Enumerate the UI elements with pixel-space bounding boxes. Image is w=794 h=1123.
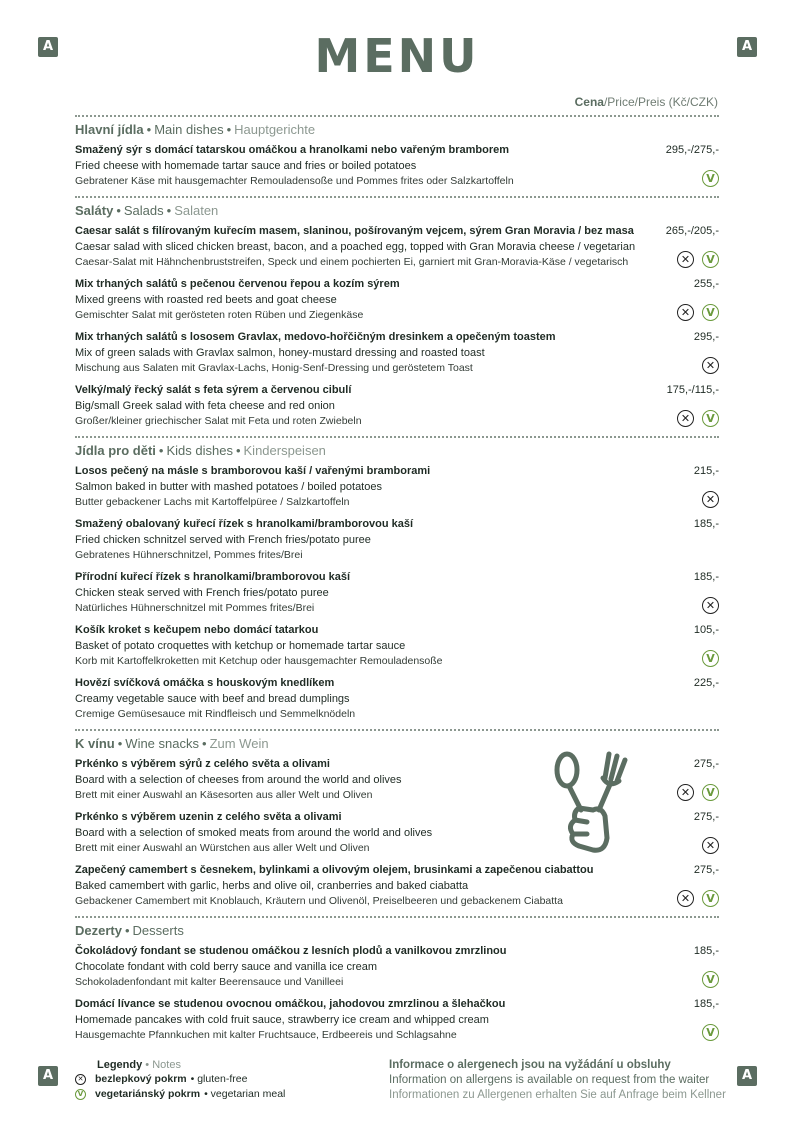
- dish-english: Baked camembert with garlic, herbs and olive oil, cranberries and baked ciabatta: [75, 880, 469, 892]
- x-circle-icon: ✕: [702, 491, 719, 508]
- menu-item: [75, 675, 719, 722]
- dish-english: Basket of potato croquettes with ketchup or homemade tartar sauce: [75, 640, 406, 652]
- section-title-en: Salads: [123, 203, 164, 218]
- dish-price: 275,-: [693, 758, 719, 770]
- dish-english: Chicken steak served with French fries/potato puree: [75, 587, 329, 599]
- v-circle-icon: V: [702, 1024, 719, 1041]
- dish-name: Mix trhaných salátů s lososem Gravlax, medovo-hořčičným dresinkem a opečeným toastem: [75, 331, 556, 343]
- v-circle-icon: V: [702, 170, 719, 187]
- dish-german: Butter gebackener Lachs mit Kartoffelpüree / Salzkartoffeln: [75, 496, 350, 508]
- logo-icon: A: [38, 1066, 58, 1086]
- dish-badges: [677, 304, 719, 321]
- menu-item: [75, 516, 719, 563]
- v-circle-icon: V: [702, 251, 719, 268]
- section-title-cz: Jídla pro děti: [75, 443, 156, 458]
- dish-english: Homemade pancakes with cold fruit sauce, strawberry ice cream and whipped cream: [75, 1014, 489, 1026]
- dish-german: Gebratener Käse mit hausgemachter Remouladensoße und Pommes frites oder Salzkartoffeln: [75, 175, 514, 187]
- x-circle-icon: ✕: [677, 890, 694, 907]
- dish-price: 175,-/115,-: [666, 384, 719, 396]
- dish-english: Fried cheese with homemade tartar sauce and fries or boiled potatoes: [75, 160, 417, 172]
- allergen-info-en: Information on allergens is available on request from the waiter: [389, 1074, 710, 1086]
- section-heading: Saláty • Salads • Salaten: [75, 203, 219, 218]
- section-heading: K vínu • Wine snacks • Zum Wein: [75, 736, 269, 751]
- dish-german: Natürliches Hühnerschnitzel mit Pommes frites/Brei: [75, 602, 315, 614]
- legend-gluten-free: ✕ bezlepkový pokrm • gluten-free: [75, 1072, 385, 1087]
- dish-badges: [677, 784, 719, 801]
- dish-price: 295,-/275,-: [665, 144, 719, 156]
- price-header-de: Preis (Kč/CZK): [637, 95, 718, 109]
- dish-english: Caesar salad with sliced chicken breast, bacon, and a poached egg, topped with Gran Moravia cheese / vegetarian: [75, 241, 636, 253]
- x-circle-icon: ✕: [677, 784, 694, 801]
- v-circle-icon: V: [75, 1089, 86, 1100]
- section-title-en: Wine snacks: [125, 736, 199, 751]
- dish-german: Gebackener Camembert mit Knoblauch, Kräutern und Olivenöl, Preiselbeeren und gebackenem Ciabatta: [75, 895, 563, 907]
- x-circle-icon: ✕: [677, 304, 694, 321]
- dish-german: Großer/kleiner griechischer Salat mit Feta und roten Zwiebeln: [75, 415, 362, 427]
- dish-price: 105,-: [693, 624, 719, 636]
- dish-name: Přírodní kuřecí řízek s hranolkami/bramborovou kaší: [75, 571, 351, 583]
- dish-german: Hausgemachte Pfannkuchen mit kalter Fruchtsauce, Erdbeereis und Schlagsahne: [75, 1029, 457, 1041]
- dish-price: 275,-: [693, 864, 719, 876]
- dish-name: Hovězí svíčková omáčka s houskovým knedlíkem: [75, 677, 335, 689]
- dish-price: 265,-/205,-: [665, 225, 719, 237]
- x-circle-icon: ✕: [75, 1074, 86, 1085]
- section-title-de: Salaten: [174, 203, 219, 218]
- dish-german: Cremige Gemüsesauce mit Rindfleisch und Semmelknödeln: [75, 708, 356, 720]
- dish-badges: [677, 890, 719, 907]
- dish-price: 255,-: [693, 278, 719, 290]
- menu-section: [75, 115, 719, 196]
- dish-german: Brett mit einer Auswahl an Käsesorten aus aller Welt und Oliven: [75, 789, 373, 801]
- dish-price: 185,-: [693, 571, 719, 583]
- menu-section: [75, 916, 719, 1050]
- dish-german: Gebratenes Hühnerschnitzel, Pommes frites/Brei: [75, 549, 303, 561]
- menu-item: [75, 329, 719, 376]
- v-circle-icon: V: [702, 890, 719, 907]
- dish-name: Prkénko s výběrem sýrů z celého světa a olivami: [75, 758, 330, 770]
- dish-name: Domácí lívance se studenou ovocnou omáčkou, jahodovou zmrzlinou a šlehačkou: [75, 998, 506, 1010]
- menu-list: [75, 115, 719, 1050]
- dish-english: Board with a selection of smoked meats from around the world and olives: [75, 827, 433, 839]
- section-title-de: Hauptgerichte: [234, 122, 316, 137]
- dish-german: Caesar-Salat mit Hähnchenbruststreifen, Speck und einem pochierten Ei, garniert mit Gran-Moravia-Käse / vegetarisch: [75, 256, 629, 268]
- dish-badges: [702, 837, 719, 854]
- allergen-info-de: Informationen zu Allergenen erhalten Sie auf Anfrage beim Kellner: [389, 1089, 726, 1101]
- dish-german: Schokoladenfondant mit kalter Beerensauce und Vanilleei: [75, 976, 344, 988]
- dish-name: Caesar salát s filírovaným kuřecím masem, slaninou, pošírovaným vejcem, sýrem Gran Moravia / bez masa: [75, 225, 634, 237]
- dish-price: 185,-: [693, 518, 719, 530]
- menu-item: [75, 463, 719, 510]
- price-header-cz: Cena: [574, 95, 604, 109]
- section-title-cz: Hlavní jídla: [75, 122, 144, 137]
- dish-english: Mix of green salads with Gravlax salmon, honey-mustard dressing and roasted toast: [75, 347, 485, 359]
- menu-item: [75, 382, 719, 429]
- dish-price: 185,-: [693, 998, 719, 1010]
- dish-name: Košík kroket s kečupem nebo domácí tatarkou: [75, 624, 319, 636]
- menu-item: [75, 569, 719, 616]
- menu-item: [75, 996, 719, 1043]
- section-title-cz: Dezerty: [75, 923, 122, 938]
- menu-item: [75, 223, 719, 270]
- dish-name: Čokoládový fondant se studenou omáčkou z lesních plodů a vanilkovou zmrzlinou: [75, 945, 507, 957]
- dish-badges: [702, 1024, 719, 1041]
- section-title-cz: K vínu: [75, 736, 115, 751]
- v-circle-icon: V: [702, 304, 719, 321]
- v-circle-icon: V: [702, 410, 719, 427]
- dish-price: 215,-: [693, 465, 719, 477]
- dish-name: Velký/malý řecký salát s feta sýrem a červenou cibulí: [75, 384, 352, 396]
- logo-icon: A: [38, 37, 58, 57]
- price-header: Cena/Price/Preis (Kč/CZK): [574, 95, 718, 109]
- dish-german: Brett mit einer Auswahl an Würstchen aus aller Welt und Oliven: [75, 842, 370, 854]
- section-heading: Hlavní jídla • Main dishes • Hauptgerichte: [75, 122, 316, 137]
- section-title-de: Kinderspeisen: [243, 443, 326, 458]
- dish-english: Big/small Greek salad with feta cheese and red onion: [75, 400, 335, 412]
- allergen-info: [389, 1058, 726, 1103]
- dish-badges: [702, 971, 719, 988]
- logo-icon: A: [737, 1066, 757, 1086]
- dish-english: Salmon baked in butter with mashed potatoes / boiled potatoes: [75, 481, 382, 493]
- logo-icon: A: [737, 37, 757, 57]
- x-circle-icon: ✕: [677, 251, 694, 268]
- dish-name: Smažený obalovaný kuřecí řízek s hranolkami/bramborovou kaší: [75, 518, 414, 530]
- v-circle-icon: V: [702, 784, 719, 801]
- x-circle-icon: ✕: [702, 837, 719, 854]
- section-title-en: Kids dishes: [166, 443, 233, 458]
- dish-english: Board with a selection of cheeses from around the world and olives: [75, 774, 402, 786]
- legend: [75, 1058, 385, 1102]
- dish-english: Chocolate fondant with cold berry sauce and vanilla ice cream: [75, 961, 378, 973]
- x-circle-icon: ✕: [677, 410, 694, 427]
- v-circle-icon: V: [702, 650, 719, 667]
- legend-vegetarian: V vegetariánský pokrm • vegetarian meal: [75, 1087, 385, 1102]
- dish-badges: [702, 491, 719, 508]
- menu-item: [75, 142, 719, 189]
- dish-english: Fried chicken schnitzel served with French fries/potato puree: [75, 534, 371, 546]
- v-circle-icon: V: [702, 971, 719, 988]
- menu-item: [75, 943, 719, 990]
- section-title-en: Desserts: [132, 923, 184, 938]
- legend-title: Legendy • Notes: [97, 1059, 181, 1071]
- dish-german: Gemischter Salat mit gerösteten roten Rüben und Ziegenkäse: [75, 309, 364, 321]
- menu-section: [75, 196, 719, 436]
- menu-item: [75, 862, 719, 909]
- allergen-info-cz: Informace o alergenech jsou na vyžádání u obsluhy: [389, 1059, 671, 1071]
- dish-name: Losos pečený na másle s bramborovou kaší / vařenými bramborami: [75, 465, 431, 477]
- section-heading: Dezerty • Desserts: [75, 923, 184, 938]
- price-header-en: Price: [607, 95, 635, 109]
- section-title-en: Main dishes: [154, 122, 224, 137]
- dish-german: Mischung aus Salaten mit Gravlax-Lachs, Honig-Senf-Dressing und geröstetem Toast: [75, 362, 473, 374]
- dish-badges: [702, 357, 719, 374]
- dish-german: Korb mit Kartoffelkroketten mit Ketchup oder hausgemachter Remouladensoße: [75, 655, 443, 667]
- dish-name: Zapečený camembert s česnekem, bylinkami a olivovým olejem, brusinkami a zapečenou ciabattou: [75, 864, 594, 876]
- dish-badges: [702, 650, 719, 667]
- section-title-cz: Saláty: [75, 203, 114, 218]
- dish-price: 185,-: [693, 945, 719, 957]
- section-heading: Jídla pro děti • Kids dishes • Kinderspeisen: [75, 443, 326, 458]
- fork-hand-icon: [543, 748, 633, 858]
- dish-name: Mix trhaných salátů s pečenou červenou řepou a kozím sýrem: [75, 278, 400, 290]
- dish-price: 275,-: [693, 811, 719, 823]
- menu-item: [75, 276, 719, 323]
- dish-price: 225,-: [693, 677, 719, 689]
- dish-name: Smažený sýr s domácí tatarskou omáčkou a hranolkami nebo vařeným bramborem: [75, 144, 510, 156]
- dish-english: Mixed greens with roasted red beets and goat cheese: [75, 294, 337, 306]
- dish-name: Prkénko s výběrem uzenin z celého světa a olivami: [75, 811, 342, 823]
- menu-section: [75, 436, 719, 729]
- dish-badges: [702, 597, 719, 614]
- dish-price: 295,-: [693, 331, 719, 343]
- dish-badges: [702, 170, 719, 187]
- menu-item: [75, 622, 719, 669]
- x-circle-icon: ✕: [702, 597, 719, 614]
- section-title-de: Zum Wein: [209, 736, 269, 751]
- dish-badges: [677, 410, 719, 427]
- dish-badges: [677, 251, 719, 268]
- x-circle-icon: ✕: [702, 357, 719, 374]
- menu-title: MENU: [314, 29, 480, 83]
- dish-english: Creamy vegetable sauce with beef and bread dumplings: [75, 693, 350, 705]
